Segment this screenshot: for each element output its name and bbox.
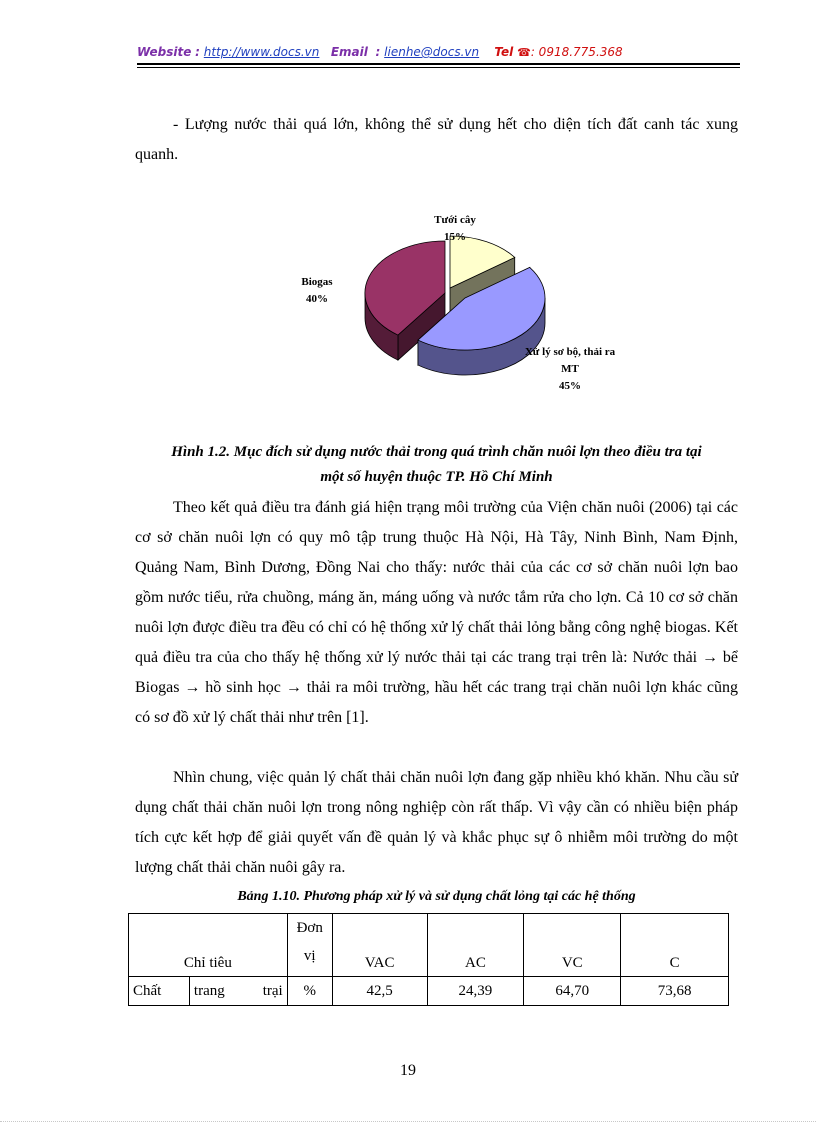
table-header-row [129, 914, 729, 977]
table-row [129, 977, 729, 1006]
figure-caption [135, 440, 738, 490]
page-number: 19 [400, 1062, 416, 1079]
body-paragraph-2: Nhìn chung, việc quản lý chất thải chăn nuôi lợn đang gặp nhiều khó khăn. Nhu cầu sử dụng chất thải chăn nuôi lợn trong nông nghiệp còn rất thấp. Vì vậy cần có nhiều biện pháp tích cực kết hợp để giải quyết vấn đề quản lý và khắc phục sự ô nhiễm môi trường do một lượng chất thải chăn nuôi gây ra. [135, 769, 738, 876]
email-label: Email [330, 45, 368, 59]
tel-value: : 0918.775.368 [530, 45, 623, 59]
header-rule-thin [137, 67, 740, 68]
body-paragraph-1: Theo kết quả điều tra đánh giá hiện trạng môi trường của Viện chăn nuôi (2006) tại các cơ sở chăn nuôi lợn có quy mô tập trung thuộc Hà Nội, Hà Tây, Ninh Bình, Nam Định, Quảng Nam, Bình Dương, Đồng Nai cho thấy: nước thải của các cơ sở chăn nuôi lợn bao gồm nước tiểu, rửa chuồng, máng ăn, máng uống và nước tắm rửa cho lợn. Cả 10 cơ sở chăn nuôi lợn được điều tra đều có chỉ có hệ thống xử lý chất thải lỏng bằng công nghệ biogas. Kết quả điều tra của cho thấy hệ thống xử lý nước thải tại các trang trại trên là: Nước thải → bể Biogas → hồ sinh học → thải ra môi trường, hầu hết các trang trại chăn nuôi lợn khác cũng có sơ đồ xử lý chất thải như trên [1]. [135, 499, 738, 726]
header-vc: VC [524, 914, 621, 977]
email-link[interactable]: lienhe@docs.vn [384, 45, 480, 59]
header-c: C [621, 914, 729, 977]
website-link[interactable]: http://www.docs.vn [203, 45, 320, 59]
header-don-vi: Đơn vị [287, 914, 332, 977]
row-value-vc: 64,70 [524, 977, 621, 1006]
figure-caption-line1: Hình 1.2. Mục đích sử dụng nước thải trong quá trình chăn nuôi lợn theo điều tra tại [171, 444, 702, 460]
header-chi-tieu: Chỉ tiêu [129, 914, 288, 977]
pie-slices [365, 236, 545, 375]
header-vac: VAC [332, 914, 427, 977]
row-value-ac: 24,39 [427, 977, 524, 1006]
data-table [128, 913, 729, 1006]
page-header: Website : http://www.docs.vn Email : lienhe@docs.vn Tel ☎: 0918.775.368 [137, 45, 623, 59]
pie-label-0: Tưới cây 15% [434, 214, 476, 243]
intro-text: Lượng nước thải quá lớn, không thể sử dụng hết cho diện tích đất canh tác xung quanh. [135, 116, 739, 163]
intro-paragraph [135, 110, 738, 170]
website-label: Website [137, 45, 192, 59]
pie-chart [290, 205, 640, 410]
page-bottom-border [0, 1121, 816, 1122]
row-unit: % [287, 977, 332, 1006]
intro-bullet: - [173, 116, 179, 133]
row-value-vac: 42,5 [332, 977, 427, 1006]
header-ac: AC [427, 914, 524, 977]
row-value-c: 73,68 [621, 977, 729, 1006]
tel-label: Tel [494, 45, 514, 59]
row-label-part2: trang trại [189, 977, 287, 1006]
figure-caption-line2: một số huyện thuộc TP. Hồ Chí Minh [320, 469, 553, 485]
phone-icon: ☎ [517, 46, 531, 59]
pie-label-2: Biogas 40% [301, 276, 333, 305]
row-label-part1: Chất [129, 977, 190, 1006]
pie-label-1: Xử lý sơ bộ, thải ra MT 45% [524, 346, 616, 392]
table-caption: Bảng 1.10. Phương pháp xử lý và sử dụng chất lỏng tại các hệ thống [237, 889, 636, 904]
header-rule-thick [137, 63, 740, 65]
